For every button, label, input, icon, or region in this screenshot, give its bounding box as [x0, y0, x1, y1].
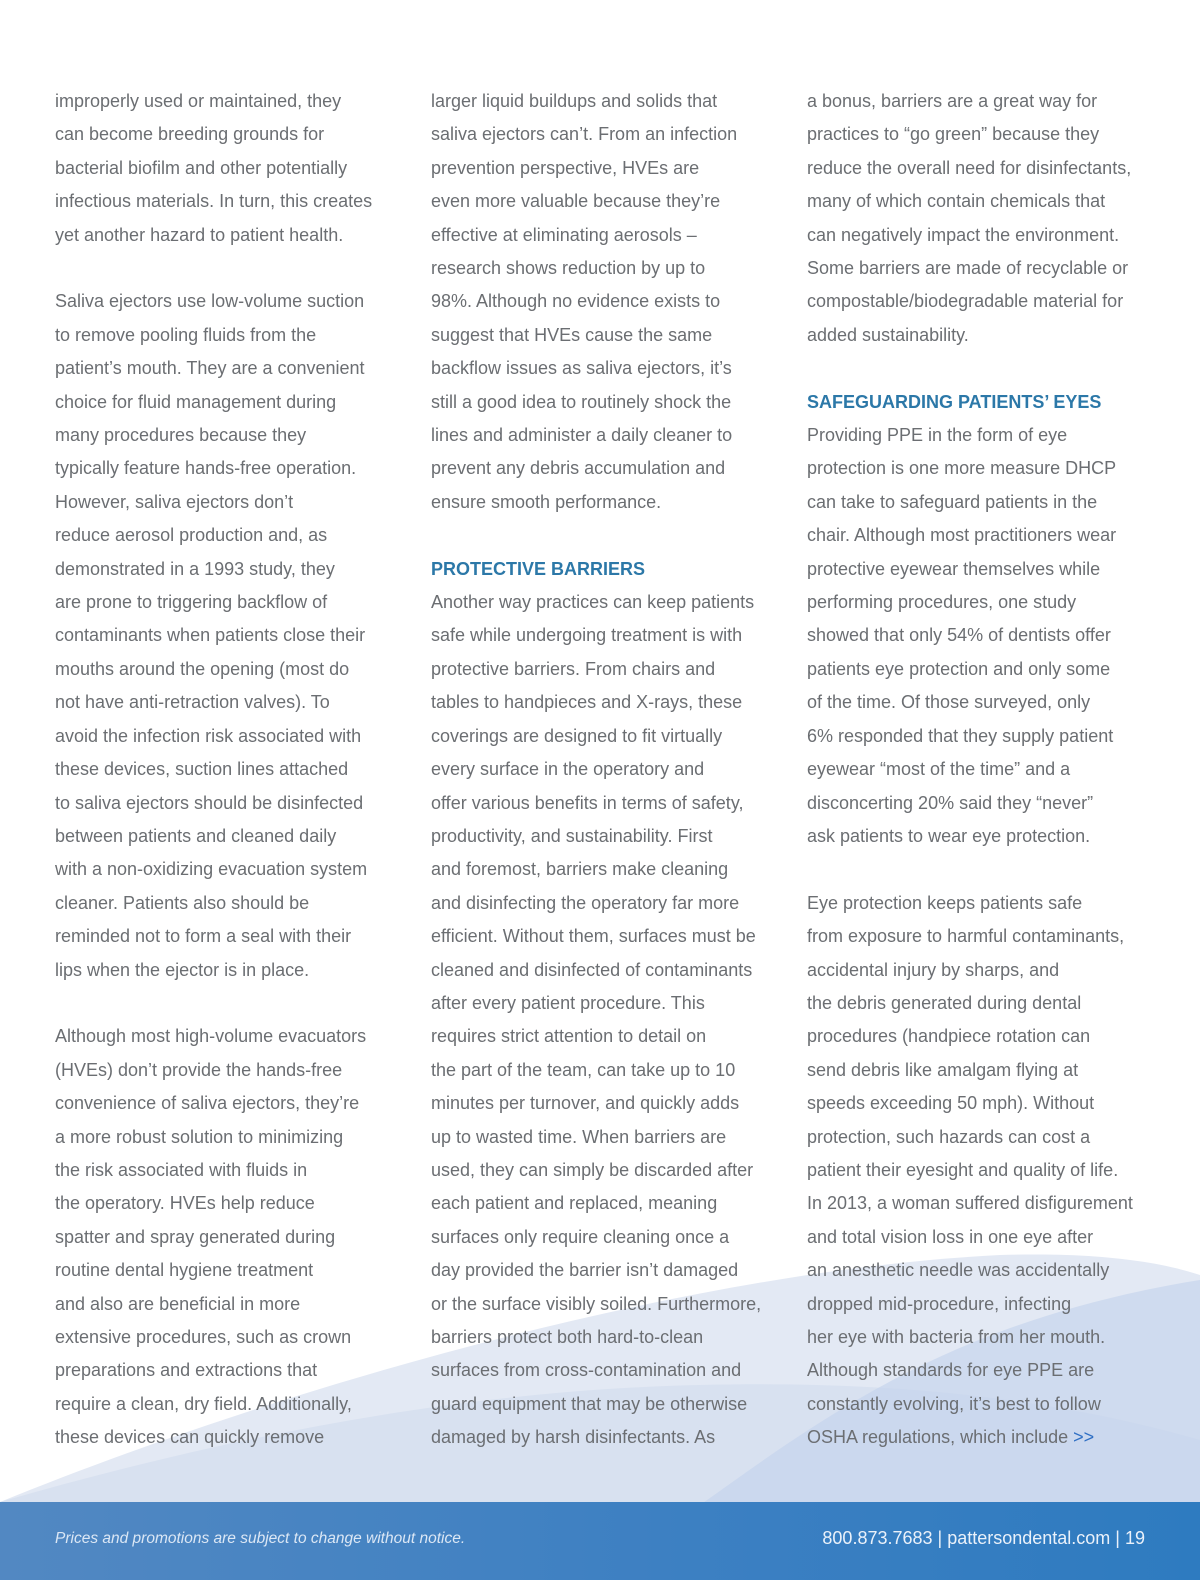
paragraph: Although most high-volume evacuators (HVEs) don’t provide the hands-free convenience of saliva ejectors, they’re a more robust solution to minimizing the risk associated with fluids in the operatory. HVEs help reduce spatter and spray generated during routine dental hygiene treatment and also are beneficial in more extensive procedures, such as crown preparations and extractions that require a clean, dry field. Additionally, these devices can quickly remove — [55, 1026, 367, 1448]
footer-bar — [0, 1502, 1200, 1580]
footer-contact-page: 800.873.7683 | pattersondental.com | 19 — [822, 1528, 1145, 1548]
section-heading-protective-barriers: PROTECTIVE BARRIERS — [431, 558, 646, 579]
column-2 — [431, 85, 776, 1488]
section-heading-safeguarding-eyes: SAFEGUARDING PATIENTS’ EYES — [807, 391, 1102, 412]
paragraph: improperly used or maintained, they can become breeding grounds for bacterial biofilm and other potentially infectious materials. In turn, this creates yet another hazard to patient health. — [55, 91, 373, 245]
footer-disclaimer: Prices and promotions are subject to change without notice. — [55, 1530, 466, 1547]
column-1 — [55, 85, 400, 1488]
paragraph-with-continue — [807, 887, 1155, 1455]
paragraph-text: Eye protection keeps patients safe from exposure to harmful contaminants, accidental injury by sharps, and the debris generated during dental procedures (handpiece rotation can send debris like amalgam flying at speeds exceeding 50 mph). Without protection, such hazards can cost a patient their eyesight and quality of life. In 2013, a woman suffered disfigurement and total vision loss in one eye after an anesthetic needle was accidentally dropped mid-procedure, infecting her eye with bacteria from her mouth. Although standards for eye PPE are constantly evolving, it’s best to follow OSHA regulations, which include — [807, 892, 1133, 1448]
continue-arrow-icon: >> — [1073, 1427, 1095, 1448]
paragraph: a bonus, barriers are a great way for practices to “go green” because they reduce the overall need for disinfectants, many of which contain chemicals that can negatively impact the environment. Some barriers are made of recyclable or compostable/biodegradable material for added sustainability. — [807, 91, 1132, 345]
column-3 — [807, 85, 1155, 1488]
paragraph: Providing PPE in the form of eye protection is one more measure DHCP can take to safeguard patients in the chair. Although most practitioners wear protective eyewear themselves while performing procedures, one study showed that only 54% of dentists offer patients eye protection and only some of the time. Of those surveyed, only 6% responded that they supply patient eyewear “most of the time” and a disconcerting 20% said they “never” ask patients to wear eye protection. — [807, 425, 1117, 846]
paragraph: larger liquid buildups and solids that saliva ejectors can’t. From an infection prevention perspective, HVEs are even more valuable because they’re effective at eliminating aerosols – research shows reduction by up to 98%. Although no evidence exists to suggest that HVEs cause the same backflow issues as saliva ejectors, it’s still a good idea to routinely shock the lines and administer a daily cleaner to prevent any debris accumulation and ensure smooth performance. — [431, 91, 738, 512]
paragraph: Another way practices can keep patients safe while undergoing treatment is with protective barriers. From chairs and tables to handpieces and X-rays, these coverings are designed to fit virtually every surface in the operatory and offer various benefits in terms of safety, productivity, and sustainability. First and foremost, barriers make cleaning and disinfecting the operatory far more efficient. Without them, surfaces must be cleaned and disinfected of contaminants after every patient procedure. This requires strict attention to detail on the part of the team, can take up to 10 minutes per turnover, and quickly adds up to wasted time. When barriers are used, they can simply be discarded after each patient and replaced, meaning surfaces only require cleaning once a day provided the barrier isn’t damaged or the surface visibly soiled. Furthermore, barriers protect both hard-to-clean surfaces from cross-contamination and guard equipment that may be otherwise damaged by harsh disinfectants. As — [431, 592, 762, 1448]
paragraph: Saliva ejectors use low-volume suction to remove pooling fluids from the patient’s mouth. They are a convenient choice for fluid management during many procedures because they typically feature hands-free operation. However, saliva ejectors don’t reduce aerosol production and, as demonstrated in a 1993 study, they are prone to triggering backflow of contaminants when patients close their mouths around the opening (most do not have anti-retraction valves). To avoid the infection risk associated with these devices, suction lines attached to saliva ejectors should be disinfected between patients and cleaned daily with a non-oxidizing evacuation system cleaner. Patients also should be reminded not to form a seal with their lips when the ejector is in place. — [55, 291, 368, 980]
